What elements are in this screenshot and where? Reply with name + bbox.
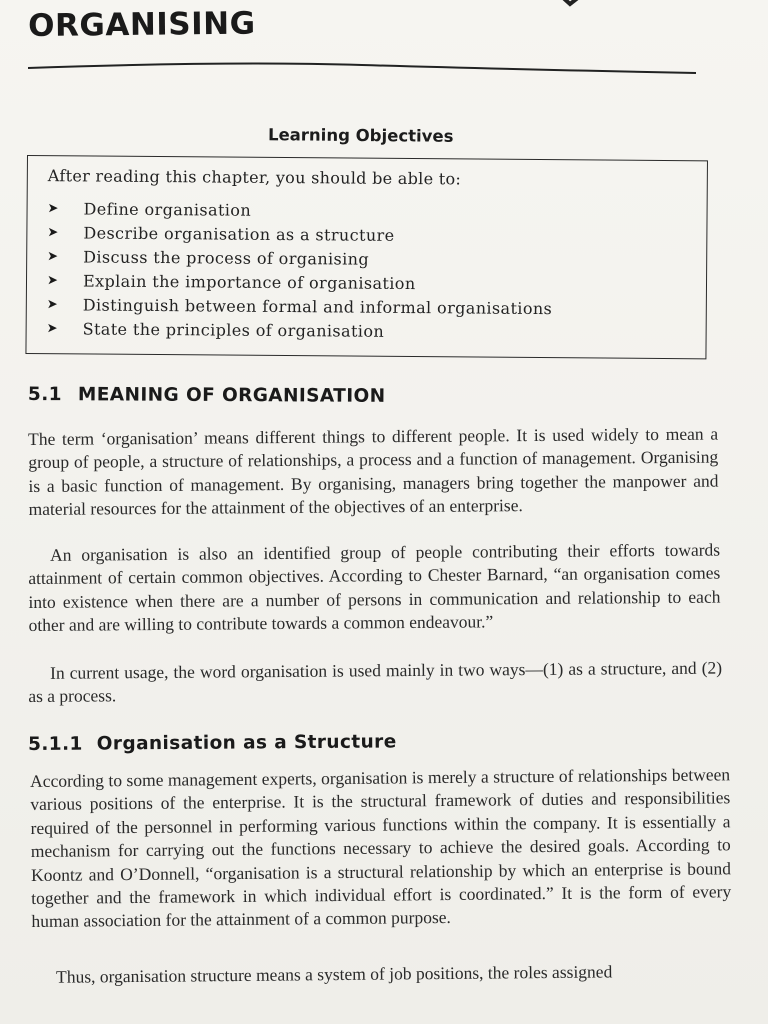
learning-objectives-box: [25, 155, 708, 359]
corner-decoration: [548, 0, 608, 20]
section-title: MEANING OF ORGANISATION: [77, 384, 386, 407]
arrow-bullet-icon: ➤: [46, 272, 59, 288]
objective-text: Describe organisation as a structure: [83, 222, 395, 245]
learning-objectives-list: [47, 196, 554, 344]
arrow-bullet-icon: ➤: [47, 224, 59, 240]
paragraph: In current usage, the word organisation is used mainly in two ways—(1) as a structure, and (2) as a process.: [28, 657, 723, 707]
learning-objectives-heading: Learning Objectives: [267, 125, 454, 146]
subsection-title: Organisation as a Structure: [96, 731, 397, 755]
section-number: 5.1: [27, 384, 62, 406]
title-divider: [28, 60, 696, 76]
objective-text: State the principles of organisation: [82, 318, 385, 341]
learning-objectives-intro: After reading this chapter, you should be able to:: [47, 166, 462, 189]
paragraph: Thus, organisation structure means a system of job positions, the roles assigned: [56, 961, 613, 987]
arrow-bullet-icon: ➤: [47, 248, 59, 264]
arrow-bullet-icon: ➤: [46, 320, 58, 336]
section-heading: [28, 384, 386, 407]
objective-text: Define organisation: [83, 198, 252, 220]
paragraph: The term ‘organisation’ means different things to different people. It is used widely to mean a group of people, a structure of relationships, a process and a function of management. Organising is a basic function of management. By organising, managers bring together the manpower and material resources for the attainment of the objectives of an enterprise.: [28, 423, 719, 520]
arrow-bullet-icon: ➤: [47, 200, 59, 216]
paragraph: An organisation is also an identified group of people contributing their efforts towards attainment of certain common objectives. According to Chester Barnard, “an organisation comes into existence when there are a number of persons in communication and relationship to each other and are willing to contribute towards a common endeavour.”: [28, 539, 721, 636]
paragraph: According to some management experts, organisation is merely a structure of relationships between various positions of the enterprise. It is the structural framework of duties and responsibilities required of the personnel in performing various functions within the company. It is essentially a mechanism for carrying out the functions necessary to achieve the desired goals. According to Koontz and O’Donnell, “organisation is a structural relationship by which an enterprise is bound together and the framework in which individual effort is coordinated.” It is the form of every human association for the attainment of a common purpose.: [30, 764, 732, 932]
objective-text: Discuss the process of organising: [83, 246, 370, 269]
subsection-heading: [28, 731, 397, 755]
subsection-number: 5.1.1: [28, 733, 83, 755]
objective-text: Distinguish between formal and informal organisations: [82, 294, 553, 318]
objective-text: Explain the importance of organisation: [82, 270, 416, 293]
arrow-bullet-icon: ➤: [46, 296, 59, 312]
list-item: [47, 316, 553, 344]
chapter-title: ORGANISING: [28, 5, 256, 44]
